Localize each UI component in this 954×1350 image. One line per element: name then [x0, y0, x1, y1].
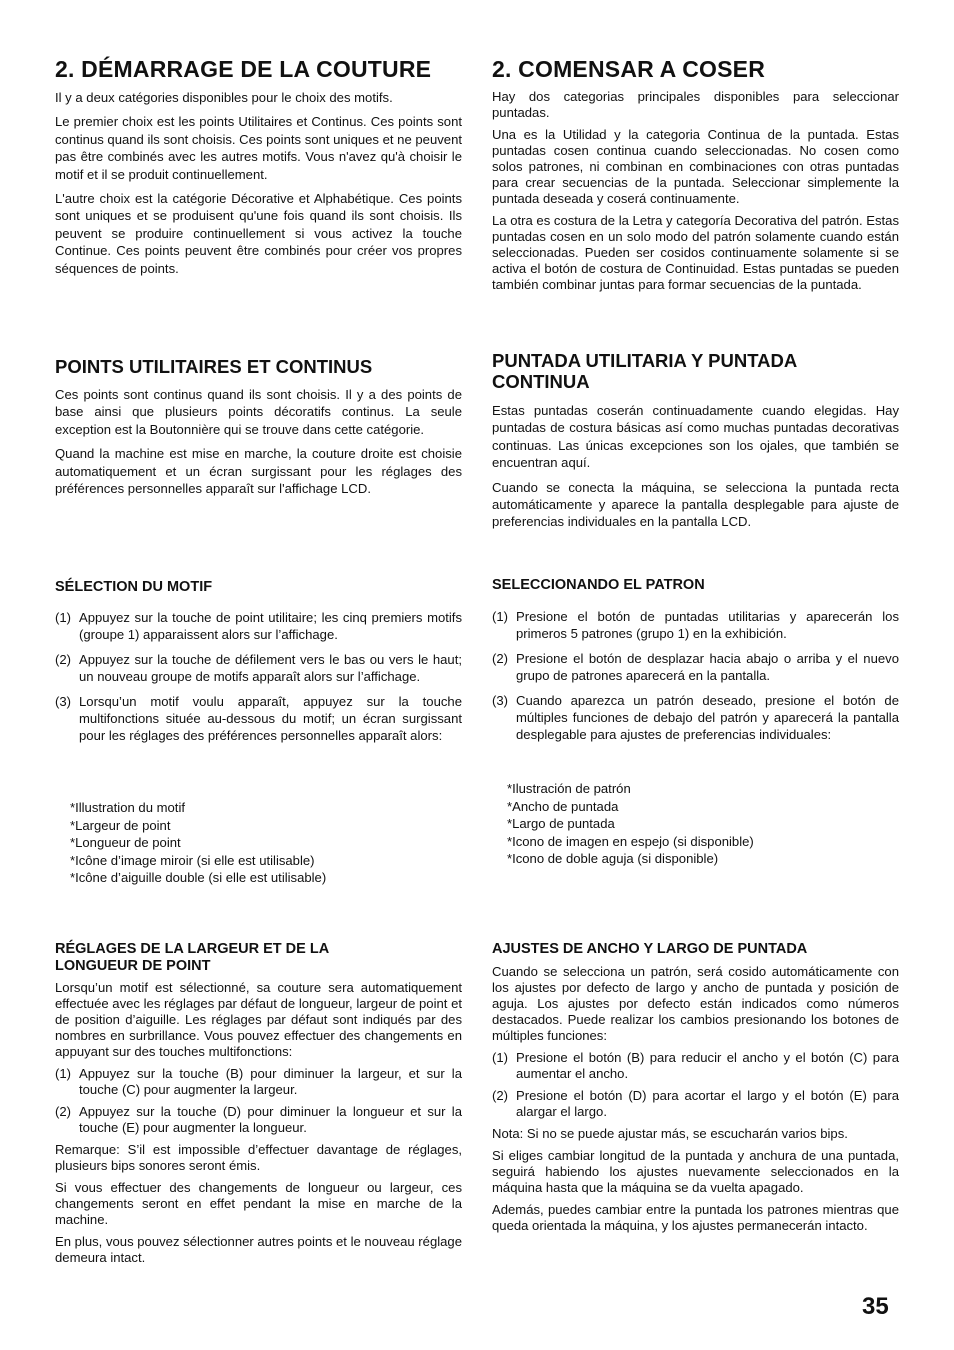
fr-adjust-note: Remarque: S’il est impossible d’effectuer davantage de réglages, plusieurs bips sonores seront émis.	[55, 1141, 462, 1173]
fr-selection-heading: SÉLECTION DU MOTIF	[55, 579, 213, 595]
list-item	[55, 651, 462, 686]
es-adjust-body	[492, 964, 899, 1240]
es-utility-paragraph: Cuando se conecta la máquina, se selecciona la puntada recta automáticamente y aparece la pantalla desplegable para ajuste de preferencias individuales en la pantalla LCD.	[492, 479, 899, 530]
step-text: Appuyez sur la touche (D) pour diminuer la longueur et sur la touche (E) pour augmenter la longueur.	[79, 1103, 462, 1135]
bullet-item: *Icône d’image miroir (si elle est utilisable)	[70, 852, 315, 868]
fr-intro-paragraph: Le premier choix est les points Utilitaires et Continus. Ces points sont continus quand ils sont choisis. Ces points sont uniques et ne peuvent pas être combinés avec les autres motifs. Vous n'avez qu'à choisir le motif et il se produit continuellement.	[55, 114, 462, 182]
step-number: (3)	[55, 693, 72, 709]
step-number: (2)	[55, 1103, 72, 1119]
list-item	[55, 1104, 462, 1136]
step-number: (1)	[55, 1065, 72, 1081]
fr-adjust-heading	[55, 941, 462, 975]
fr-adjust-note: En plus, vous pouvez sélectionner autres points et le nouveau réglage demeura intact.	[55, 1233, 462, 1265]
bullet-item: *Largo de puntada	[507, 816, 615, 832]
step-text: Appuyez sur la touche de défilement vers le bas ou vers le haut; un nouveau groupe de motifs apparaît alors sur l’affichage.	[79, 651, 462, 685]
step-text: Lorsqu’un motif voulu apparaît, appuyez sur la touche multifonctions située au-dessous du motif; un écran surgissant pour les réglages des préférences personnelles apparaît alors:	[79, 693, 462, 744]
es-adjust-intro: Cuando se selecciona un patrón, será cosido automáticamente con los ajustes por defecto de largo y ancho de puntada y posición de aguja. Los ajustes por defecto están indicados como números destacados. Puede realizar los cambios presionando los botones de múltiples funciones:	[492, 964, 899, 1043]
page-number: 35	[862, 1293, 889, 1320]
step-text: Presione el botón de desplazar hacia abajo o arriba y el nuevo grupo de patrones aparecerá en la pantalla.	[516, 650, 899, 684]
fr-utility-paragraph: Quand la machine est mise en marche, la couture droite est choisie automatiquement et un écran surgissant pour les réglages des préférences personnelles apparaît sur l'affichage LCD.	[55, 446, 462, 497]
list-item	[492, 650, 899, 685]
fr-selection-bullets	[55, 799, 462, 887]
fr-adjust-body	[55, 980, 462, 1272]
bullet-item: *Icône d’aiguille double (si elle est utilisable)	[70, 870, 327, 886]
fr-adjust-heading-line: RÉGLAGES DE LA LARGEUR ET DE LA	[55, 941, 330, 957]
list-item	[492, 608, 899, 643]
es-utility-paragraph: Estas puntadas coserán continuadamente cuando elegidas. Hay puntadas de costura básicas así como muchas puntadas decorativas continuas. Las únicas excepciones son los ojales, que también se encuentran aquí.	[492, 403, 899, 471]
step-text: Presione el botón (B) para reducir el ancho y el botón (C) para aumentar el ancho.	[516, 1049, 899, 1081]
bullet-item: *Ilustración de patrón	[507, 781, 631, 796]
fr-adjust-intro: Lorsqu’un motif est sélectionné, sa couture sera automatiquement effectuée avec les réglages par défaut de longueur, largeur de point et de position d’aiguille. Les réglages par défaut sont indiqués par des nombres en surbrillance. Vous pouvez effectuer des changements en appuyant sur des touches multifonctions:	[55, 980, 462, 1059]
es-adjust-note: Además, puedes cambiar entre la puntada los patrones mientras que queda orientada la máquina, y los ajustes permanecerán intacto.	[492, 1201, 899, 1233]
bullet-item: *Longueur de point	[70, 835, 181, 851]
step-number: (2)	[55, 651, 72, 667]
es-utility-heading-line: PUNTADA UTILITARIA Y PUNTADA	[492, 350, 798, 371]
es-utility-heading-line: CONTINUA	[492, 370, 590, 392]
es-selection-steps	[492, 608, 899, 751]
fr-utility-body	[55, 386, 462, 504]
list-item	[492, 692, 899, 744]
es-intro-paragraph: Hay dos categorias principales disponibles para seleccionar puntadas.	[492, 89, 899, 120]
fr-selection-steps	[55, 609, 462, 752]
list-item	[55, 1066, 462, 1098]
list-item	[55, 609, 462, 644]
step-text: Presione el botón (D) para acortar el largo y el botón (E) para alargar el largo.	[516, 1087, 899, 1119]
step-number: (3)	[492, 692, 509, 708]
step-text: Appuyez sur la touche (B) pour diminuer la largeur, et sur la touche (C) pour augmenter la largeur.	[79, 1065, 462, 1097]
bullet-item: *Icono de imagen en espejo (si disponible)	[507, 833, 754, 849]
fr-utility-heading: POINTS UTILITAIRES ET CONTINUS	[55, 356, 373, 377]
fr-utility-paragraph: Ces points sont continus quand ils sont choisis. Il y a des points de base ainsi que plusieurs points décoratifs continus. La seule exception est la Boutonnière qui se trouve dans cette catégorie.	[55, 387, 462, 437]
fr-section-title: 2. DÉMARRAGE DE LA COUTURE	[55, 56, 432, 82]
es-intro-paragraph: Una es la Utilidad y la categoria Continua de la puntada. Estas puntadas cosen continua cuando seleccionadas. No cosen como solos patrones, ni combinan en combinaciones con otras puntadas para crear secuencias de la puntada. Seleccionar simplemente la puntada deseada y coserá continuamente.	[492, 126, 899, 206]
list-item	[492, 1088, 899, 1120]
step-number: (1)	[492, 609, 509, 624]
fr-adjust-note: Si vous effectuer des changements de longueur ou largeur, ces changements seront en effet pendant la mise en marche de la machine.	[55, 1179, 462, 1227]
list-item	[55, 693, 462, 745]
fr-intro-paragraph: L'autre choix est la catégorie Décorative et Alphabétique. Ces points sont uniques et se produisent qu'une fois quand ils sont choisis. Ils peuvent se produire continuellement si vous activez la touche Continue. Ces points peuvent être combinés pour créer vos propres séquences de points.	[55, 191, 462, 276]
es-selection-bullets	[492, 780, 899, 868]
step-number: (1)	[492, 1049, 509, 1065]
step-text: Presione el botón de puntadas utilitarias y aparecerán los primeros 5 patrones (grupo 1) en la exhibición.	[516, 609, 899, 642]
es-selection-heading: SELECCIONANDO EL PATRON	[492, 577, 705, 593]
step-number: (1)	[55, 610, 72, 625]
es-adjust-note: Nota: Si no se puede ajustar más, se escucharán varios bips.	[492, 1125, 848, 1141]
fr-intro-paragraph: Il y a deux catégories disponibles pour le choix des motifs.	[55, 90, 393, 105]
es-intro	[492, 89, 899, 299]
es-utility-body	[492, 402, 899, 538]
fr-intro	[55, 89, 462, 284]
step-text: Cuando aparezca un patrón deseado, presione el botón de múltiples funciones de debajo del patrón y aparecerá la pantalla desplegable para ajustes de preferencias individuales:	[516, 692, 899, 743]
es-utility-heading	[492, 351, 899, 392]
es-intro-paragraph: La otra es costura de la Letra y categoría Decorativa del patrón. Estas puntadas cosen en un solo modo del patrón solamente cuando están seleccionadas. Pueden ser cosidos continuamente solamente si se activa el botón de costura de Continuidad. Estas puntadas se pueden también combinar juntas para formar secuencias de la puntada.	[492, 212, 899, 292]
step-text: Appuyez sur la touche de point utilitaire; les cinq premiers motifs (groupe 1) apparaissent alors sur l’affichage.	[79, 610, 462, 643]
step-number: (2)	[492, 650, 509, 666]
bullet-item: *Icono de doble aguja (si disponible)	[507, 851, 719, 867]
list-item	[492, 1050, 899, 1082]
bullet-item: *Illustration du motif	[70, 800, 185, 815]
es-section-title: 2. COMENSAR A COSER	[492, 56, 766, 82]
fr-adjust-heading-line: LONGUEUR DE POINT	[55, 958, 211, 975]
bullet-item: *Ancho de puntada	[507, 798, 619, 814]
es-adjust-heading: AJUSTES DE ANCHO Y LARGO DE PUNTADA	[492, 941, 808, 957]
bullet-item: *Largeur de point	[70, 817, 171, 833]
es-adjust-note: Si eliges cambiar longitud de la puntada y anchura de una puntada, seguirá habiendo los ajustes nuevamente seleccionados en la máquina hasta que la máquina se da vuelta apagado.	[492, 1147, 899, 1195]
step-number: (2)	[492, 1087, 509, 1103]
